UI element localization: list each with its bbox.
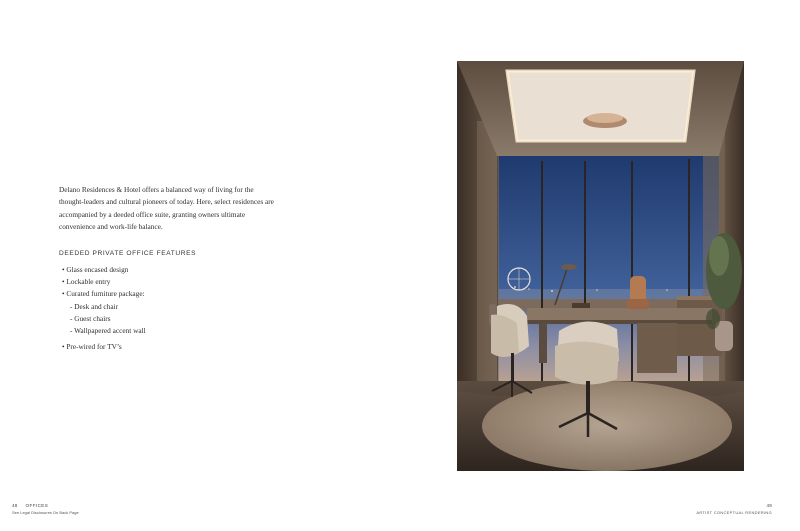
page-number-right: 49 [766,503,772,508]
rendering-note: ARTIST CONCEPTUAL RENDERING [696,510,772,515]
footer-left [12,503,48,508]
feature-item: • Glass encased design [62,265,129,274]
page-number-left: 48 [12,503,18,508]
feature-item: • Curated furniture package: [62,289,145,299]
intro-paragraph: Delano Residences & Hotel offers a balanced way of living for the thought-leaders and cultural pioneers of today. Here, select residences are accompanied by a deeded office suite, granting owners ultimate convenience and work-life balance. [59,185,274,232]
feature-item: • Pre-wired for TV’s [62,342,122,352]
office-rendering-image [457,61,744,471]
features-list [62,264,146,353]
feature-subitem: - Guest chairs [70,313,111,323]
section-label: OFFICES [25,503,49,508]
feature-subitem: - Wallpapered accent wall [70,326,146,336]
feature-subitem: - Desk and chair [70,301,119,311]
features-heading: DEEDED PRIVATE OFFICE FEATURES [59,250,197,257]
legal-note: See Legal Disclosures On Back Page [12,510,79,515]
feature-item: • Lockable entry [62,277,111,287]
